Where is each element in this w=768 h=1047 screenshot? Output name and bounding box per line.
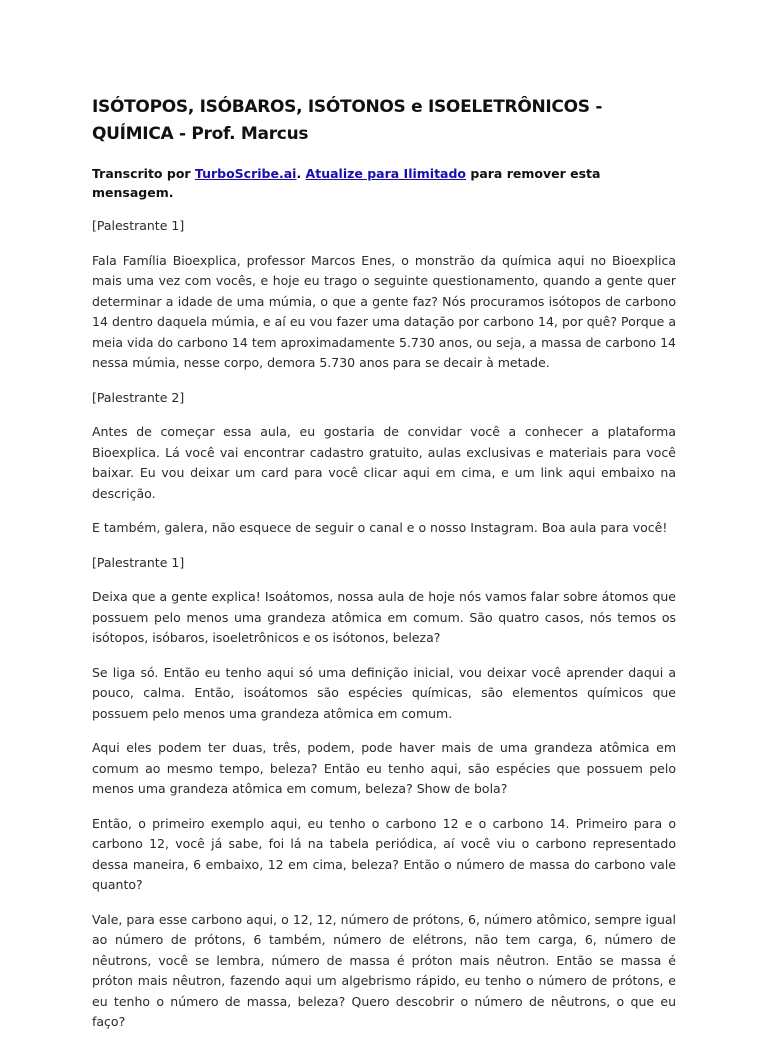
paragraph: E também, galera, não esquece de seguir o canal e o nosso Instagram. Boa aula para você! xyxy=(92,520,668,535)
paragraph: Fala Família Bioexplica, professor Marcos Enes, o monstrão da química aqui no Bioexplica mais uma vez com vocês, e hoje eu trago o seguinte questionamento, quando a gente quer determinar a idade de uma múmia, o que a gente faz? Nós procuramos isótopos de carbono 14 dentro daquela múmia, e aí eu vou fazer uma datação por carbono 14, por quê? Porque a meia vida do carbono 14 tem aproximadamente 5.730 anos, ou seja, a massa de carbono 14 nessa múmia, nesse corpo, demora 5.730 anos para se decair à metade. xyxy=(92,252,676,370)
upgrade-unlimited-link[interactable]: Atualize para Ilimitado xyxy=(305,166,467,181)
paragraph: Se liga só. Então eu tenho aqui só uma definição inicial, vou deixar você aprender daqui a pouco, calma. Então, isoátomos são espécies químicas, são elementos químicos que possuem pelo menos uma grandeza atômica em comum. xyxy=(92,664,676,721)
paragraph: Vale, para esse carbono aqui, o 12, 12, número de prótons, 6, número atômico, sempre igual ao número de prótons, 6 também, número de elétrons, não tem carga, 6, número de nêutrons, você se lembra, número de massa é próton mais nêutron. Então se massa é próton mais nêutron, fazendo aqui um algebrismo rápido, eu tenho o número de prótons, e eu tenho o número de massa, beleza? Quero descobrir o número de nêutrons, o que eu faço? xyxy=(92,911,676,1029)
notice-separator: . xyxy=(296,166,306,181)
speaker-label: [Palestrante 1] xyxy=(92,218,185,233)
document-title: ISÓTOPOS, ISÓBAROS, ISÓTONOS e ISOELETRÔNICOS - QUÍMICA - Prof. Marcus xyxy=(92,97,603,144)
transcription-notice xyxy=(92,164,676,202)
paragraph: Aqui eles podem ter duas, três, podem, pode haver mais de uma grandeza atômica em comum ao mesmo tempo, beleza? Então eu tenho aqui, são espécies que possuem pelo menos uma grandeza atômica em comum, beleza? Show de bola? xyxy=(92,740,676,796)
paragraph: Então, o primeiro exemplo aqui, eu tenho o carbono 12 e o carbono 14. Primeiro para o carbono 12, você já sabe, foi lá na tabela periódica, aí você viu o carbono representado dessa maneira, 6 embaixo, 12 em cima, beleza? Então o número de massa do carbono vale quanto? xyxy=(92,815,676,892)
speaker-label: [Palestrante 2] xyxy=(92,389,185,405)
document-page xyxy=(92,94,676,1047)
turboscribe-link[interactable]: TurboScribe.ai xyxy=(194,166,297,181)
notice-suffix: para remover esta mensagem. xyxy=(92,166,601,200)
paragraph: Antes de começar essa aula, eu gostaria de convidar você a conhecer a plataforma Bioexplica. Lá você vai encontrar cadastro gratuito, aulas exclusivas e materiais para você baixar. Eu vou deixar um card para você clicar aqui em cima, e um link aqui embaixo na descrição. xyxy=(92,424,676,501)
speaker-label: [Palestrante 1] xyxy=(92,554,185,570)
paragraph: Deixa que a gente explica! Isoátomos, nossa aula de hoje nós vamos falar sobre átomos que possuem pelo menos uma grandeza atômica em comum. São quatro casos, nós temos os isótopos, isóbaros, isoeletrônicos e os isótonos, beleza? xyxy=(92,589,676,645)
notice-prefix: Transcrito por xyxy=(92,166,195,181)
